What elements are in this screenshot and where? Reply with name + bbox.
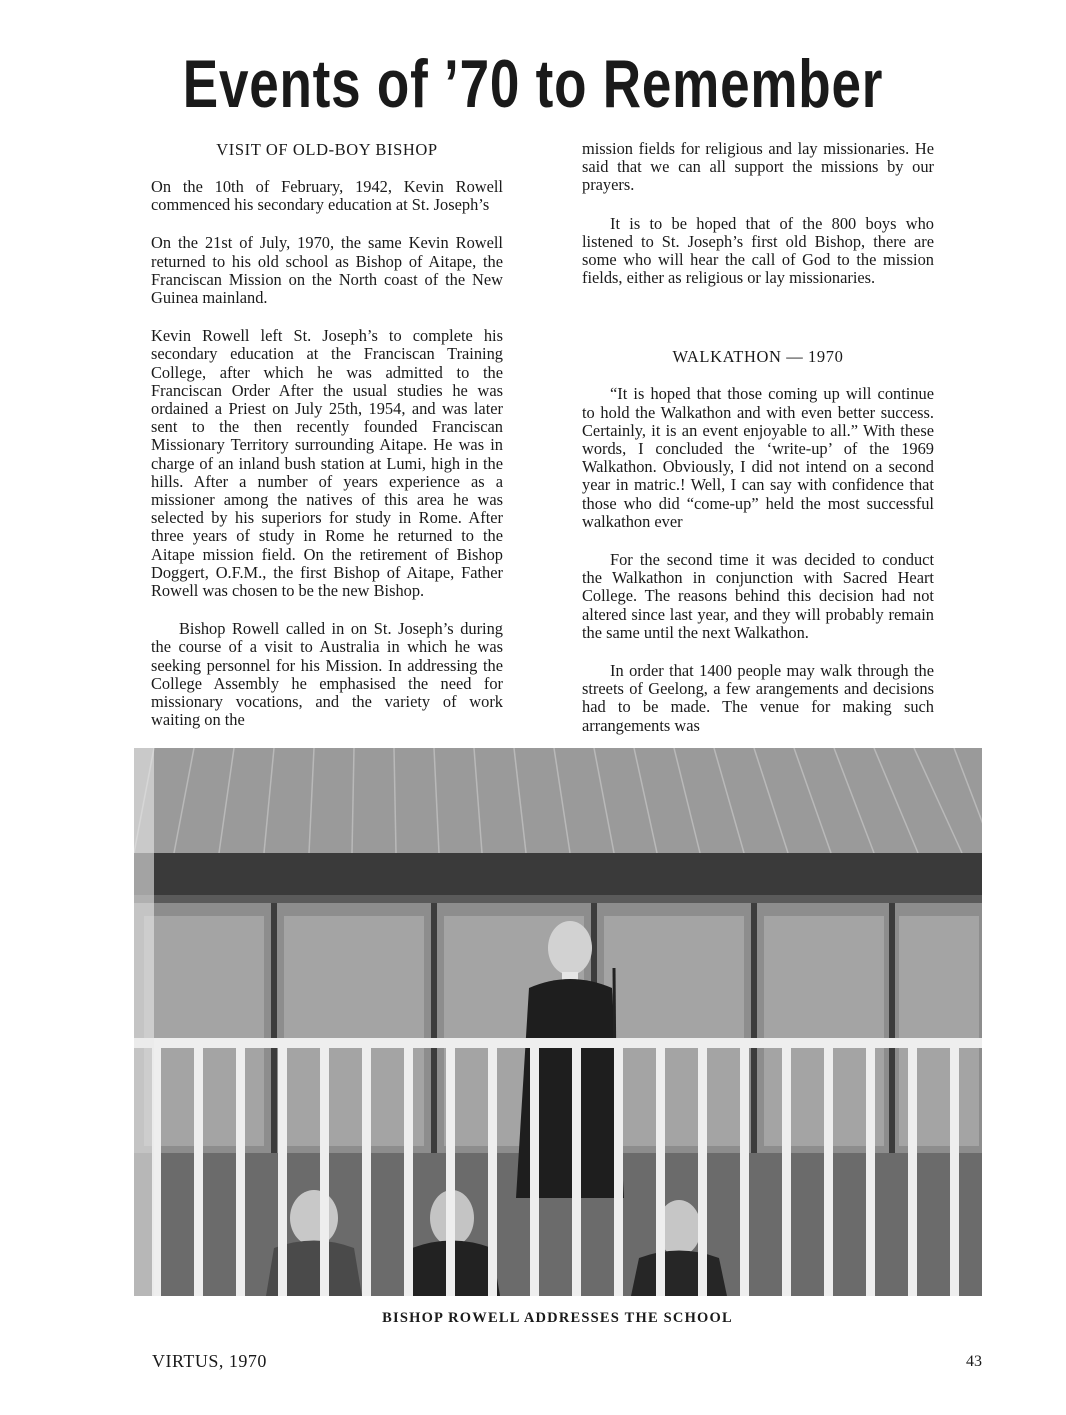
page-number: 43 bbox=[966, 1353, 982, 1370]
right-column bbox=[582, 140, 934, 755]
visit-paragraph-4: Bishop Rowell called in on St. Joseph’s during the course of a visit to Australia in which he was seeking personnel for his Mission. In addressing the College Assembly he emphasised the need for missionary vocations, and the variety of work waiting on the bbox=[151, 619, 503, 730]
walkathon-paragraph-2: For the second time it was decided to conduct the Walkathon in conjunction with Sacred Heart College. The reasons behind this decision had not altered since last year, and they will probably remain the same until the next Walkathon. bbox=[582, 550, 934, 642]
visit-heading: VISIT OF OLD-BOY BISHOP bbox=[216, 140, 438, 159]
bishop-photo-illustration bbox=[134, 748, 982, 1296]
publication-footer: VIRTUS, 1970 bbox=[152, 1351, 267, 1371]
walkathon-paragraph-3: In order that 1400 people may walk through the streets of Geelong, a few arangements and decisions had to be made. The venue for making such arrangements was bbox=[582, 661, 934, 735]
visit-continuation-1: mission fields for religious and lay missionaries. He said that we can all support the missions by our prayers. bbox=[582, 139, 934, 195]
visit-paragraph-2: On the 21st of July, 1970, the same Kevin Rowell returned to his old school as Bishop of Aitape, the Franciscan Mission on the North coast of the New Guinea mainland. bbox=[151, 233, 503, 308]
left-column bbox=[151, 140, 503, 749]
bishop-photo bbox=[134, 748, 982, 1296]
visit-paragraph-1: On the 10th of February, 1942, Kevin Rowell commenced his secondary education at St. Joseph’s bbox=[151, 177, 503, 215]
walkathon-heading: WALKATHON — 1970 bbox=[672, 347, 844, 367]
visit-continuation-2: It is to be hoped that of the 800 boys who listened to St. Joseph’s first old Bishop, there are some who will hear the call of God to the mission fields, either as religious or lay missionaries. bbox=[582, 213, 934, 288]
visit-paragraph-3: Kevin Rowell left St. Joseph’s to complete his secondary education at the Franciscan Training College, after which he was admitted to the Franciscan Order After the usual studies he was ordained a Priest on July 25th, 1954, and was later sent to the then recently founded Franciscan Missionary Territory surrounding Aitape. He was in charge of an inland bush station at Lumi, high in the hills. After a number of years experience as a missioner among the natives of this area he was selected by his superiors for study in Rome. After three years of study in Rome he returned to the Aitape mission field. On the retirement of Bishop Doggert, O.F.M., the first Bishop of Aitape, Father Rowell was chosen to be the new Bishop. bbox=[151, 326, 503, 601]
photo-caption: BISHOP ROWELL ADDRESSES THE SCHOOL bbox=[382, 1310, 733, 1326]
walkathon-paragraph-1: “It is hoped that those coming up will continue to hold the Walkathon and with even better success. Certainly, it is an event enjoyable to all.” With these words, I concluded the ‘write-up’ of the 1969 Walkathon. Obviously, I did not intend on a second year in matric.! Well, I can say with confidence that those who did “come-up” held the most successful walkathon ever bbox=[582, 384, 934, 531]
page-title: Events of ’70 to Remember bbox=[182, 46, 884, 122]
